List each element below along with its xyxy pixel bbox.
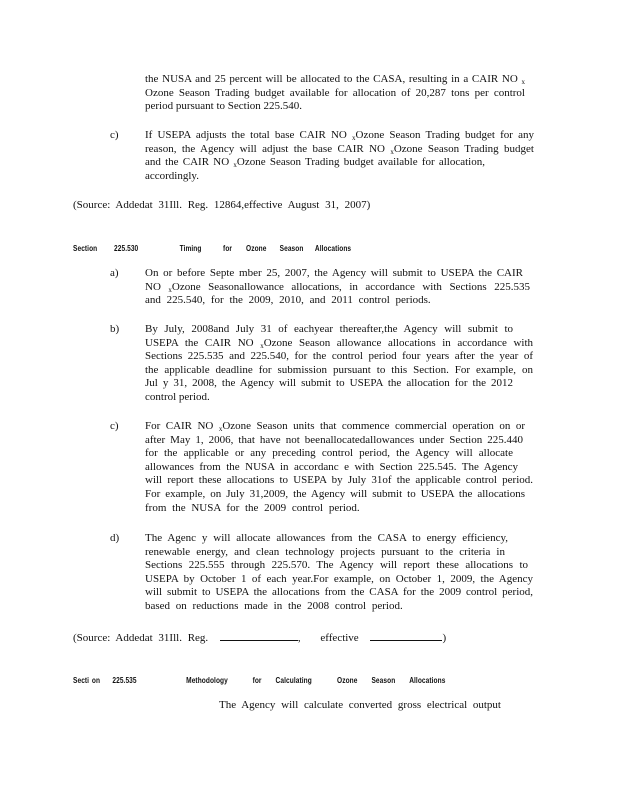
item-marker: a) <box>110 267 119 279</box>
text-line: For example, on July 31,2009, the Agency will submit to USEPA the allocations <box>145 487 525 500</box>
section-heading <box>73 242 401 254</box>
section-label: Secti <box>73 676 90 685</box>
item-marker: b) <box>110 323 120 335</box>
paragraph-a <box>145 267 530 308</box>
text-line: reason, the Agency will adjust the base CAIR NO $_x$Ozone Season Trading budget <box>145 142 534 156</box>
section-label: on <box>91 676 101 685</box>
text-line: from the NUSA for the 2009 control period. <box>145 501 360 514</box>
text-line: will submit to USEPA the allocations from the CASA for the 2009 control period, <box>145 586 533 599</box>
text-line: for the applicable or any preceding control period, the Agency will allocate <box>145 447 513 460</box>
item-marker: c) <box>110 129 119 141</box>
register-number-blank <box>220 630 298 641</box>
text-line: period pursuant to Section 225.540. <box>145 100 303 113</box>
paragraph-b <box>145 323 533 405</box>
text-line: Sections 225.555 through 225.570. The Agency will report these allocations to <box>145 559 528 572</box>
text-line: and 225.540, for the 2009, 2010, and 2011 control periods. <box>145 294 431 307</box>
paragraph-section535-start <box>219 699 501 713</box>
item-marker: c) <box>110 420 119 432</box>
section-title-word: Season <box>279 244 304 253</box>
text-line: allowances from the NUSA in accordanc e with Section 225.545. The Agency <box>145 460 518 473</box>
paragraph-c <box>145 129 534 183</box>
section-number: 225.530 <box>114 244 139 253</box>
source-comma: , <box>297 632 301 644</box>
text-line: Sections 225.535 and 225.540, for the control period four years after the year of <box>145 350 533 363</box>
paragraph-c-section530 <box>145 420 533 515</box>
text-line: the applicable deadline for submission pursuant to this Section. For example, on <box>145 363 533 376</box>
section-title-word: Allocations <box>409 676 446 685</box>
section-number: 225.535 <box>112 676 137 685</box>
text-line: Ozone Season Trading budget available for allocation of 20,287 tons per control <box>145 86 525 99</box>
section-title-word: Timing <box>179 244 202 253</box>
section-title-word: for <box>223 244 233 253</box>
text-line: For CAIR NO $_x$Ozone Season units that commence commercial operation on or <box>145 420 525 433</box>
section-title-word: Allocations <box>314 244 352 253</box>
effective-date-blank <box>370 630 442 641</box>
source-prefix: (Source: Addedat 31Ill. Reg. <box>73 632 209 644</box>
section-title-word: Ozone <box>246 244 267 253</box>
text-line: The Agency will calculate converted gross electrical output <box>219 699 501 711</box>
paragraph-d <box>145 532 533 614</box>
paragraph-b-continuation <box>145 73 525 114</box>
text-line: USEPA by October 1 of each year.For example, on October 1, 2009, the Agency <box>145 572 533 585</box>
text-line: based on reductions made in the 2008 control period. <box>145 599 403 612</box>
text-line: will report these allocations to USEPA by July 31of the applicable control period. <box>145 474 533 487</box>
source-effective: effective <box>320 632 359 644</box>
text-line: after May 1, 2006, that have not beenallocatedallowances under Section 225.440 <box>145 433 523 446</box>
section-title-word: Calculating <box>275 676 312 685</box>
text-line: USEPA the CAIR NO $_x$Ozone Season allowance allocations in accordance with <box>145 336 533 350</box>
text-line: control period. <box>145 390 210 403</box>
section-heading <box>73 674 446 686</box>
section-label: Section <box>73 244 98 253</box>
text-line: The Agenc y will allocate allowances from the CASA to energy efficiency, <box>145 532 508 544</box>
text-line: By July, 2008and July 31 of eachyear thereafter,the Agency will submit to <box>145 323 513 335</box>
source-close: ) <box>442 632 447 644</box>
text-line: and the CAIR NO $_x$Ozone Season Trading budget available for allocation, <box>145 156 485 170</box>
text-line: the NUSA and 25 percent will be allocated to the CASA, resulting in a CAIR NO $_x$ <box>145 73 525 86</box>
item-marker: d) <box>110 532 120 544</box>
section-title-word: Season <box>371 676 396 685</box>
text-line: If USEPA adjusts the total base CAIR NO $_x$Ozone Season Trading budget for any <box>145 129 534 142</box>
section-title-word: Ozone <box>337 676 358 685</box>
text-line: renewable energy, and clean technology projects pursuant to the criteria in <box>145 545 505 558</box>
section-title-word: Methodology <box>186 676 228 685</box>
text-line: accordingly. <box>145 169 199 182</box>
text-line: Jul y 31, 2008, the Agency will submit to USEPA the allocation for the 2012 <box>145 377 513 390</box>
text-line: NO $_x$Ozone Seasonallowance allocations, in accordance with Sections 225.535 <box>145 280 530 294</box>
section-title-word: for <box>252 676 262 685</box>
source-note: (Source: Addedat 31Ill. Reg. 12864,effective August 31, 2007) <box>73 199 371 211</box>
text-line: On or before Septe mber 25, 2007, the Agency will submit to USEPA the CAIR <box>145 267 523 279</box>
source-note-blank <box>73 630 446 646</box>
